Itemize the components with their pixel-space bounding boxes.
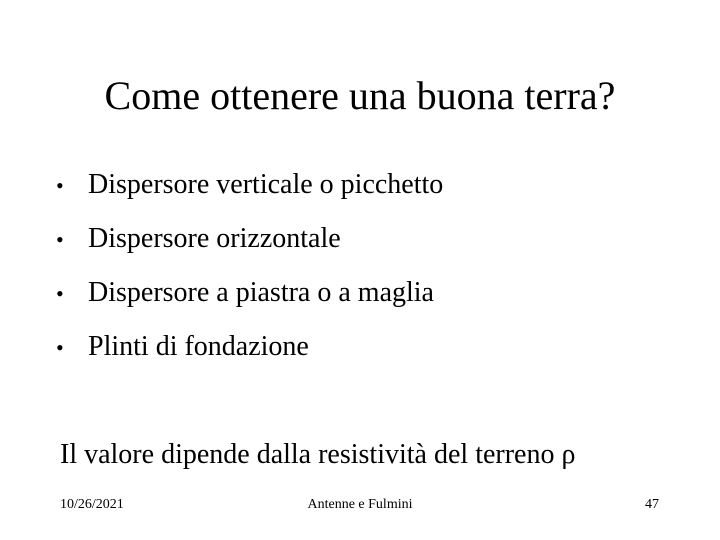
bullet-list: [56, 164, 443, 380]
footer-title: Antenne e Fulmini: [307, 497, 413, 512]
bullet-icon: •: [56, 173, 64, 198]
bullet-text: Dispersore orizzontale: [88, 223, 341, 254]
bullet-item: [56, 218, 443, 272]
bullet-item: [56, 326, 443, 380]
bullet-text: Dispersore verticale o picchetto: [88, 169, 444, 200]
bullet-item: [56, 272, 443, 326]
slide-title: Come ottenere una buona terra?: [104, 73, 616, 118]
bullet-icon: •: [56, 281, 64, 306]
page-number: 47: [645, 497, 659, 512]
bullet-text: Plinti di fondazione: [88, 331, 309, 362]
bullet-icon: •: [56, 227, 64, 252]
footer-date: 10/26/2021: [60, 497, 124, 512]
bullet-text: Dispersore a piastra o a maglia: [88, 277, 434, 308]
bullet-icon: •: [56, 335, 64, 360]
resistivity-note: Il valore dipende dalla resistività del terreno ρ: [60, 439, 576, 470]
bullet-item: [56, 164, 443, 218]
